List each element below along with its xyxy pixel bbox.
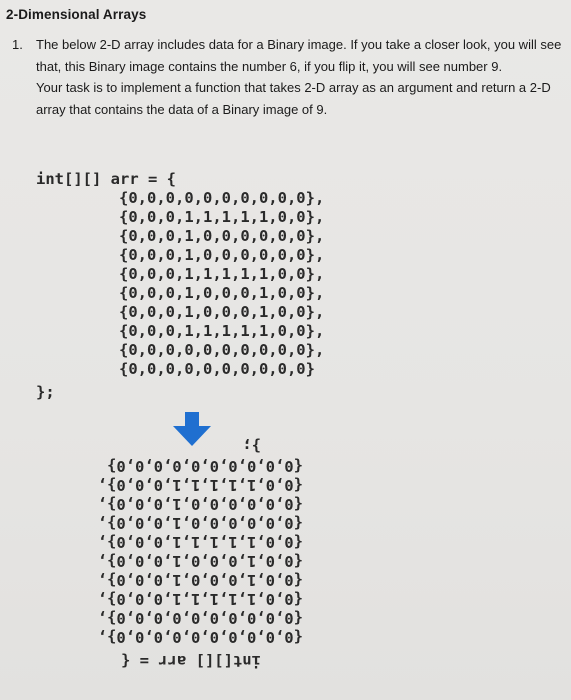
question-number: 1.: [12, 37, 23, 52]
array-row: {0,0,0,1,0,0,0,0,0,0},: [119, 227, 325, 245]
array-row: {0,0,0,1,1,1,1,1,0,0},: [119, 322, 325, 340]
array-row: {0,0,0,1,1,1,1,1,0,0},: [119, 265, 325, 283]
question-paragraph-1: The below 2-D array includes data for a Binary image. If you take a closer look, you will see that, this Binary image contains the number 6, if you flip it, you will see number 9.: [36, 37, 562, 74]
section-heading: 2-Dimensional Arrays: [6, 7, 147, 22]
array-row: {0,0,0,0,0,0,0,0,0,0},: [119, 341, 325, 359]
array-closing-brace: };: [36, 383, 55, 401]
array-row: {0,0,0,0,0,0,0,0,0,0},: [119, 189, 325, 207]
array-row: {0,0,0,1,0,0,0,0,0,0},: [119, 246, 325, 264]
flipped-array-row: {0,0,1,0,0,0,1,0,0,0},: [97, 571, 303, 589]
array-row: {0,0,0,1,0,0,0,1,0,0},: [119, 284, 325, 302]
question-paragraph-2: Your task is to implement a function that takes 2-D array as an argument and return a 2-D array that contains the data of a Binary image of 9.: [36, 80, 551, 117]
flipped-array-row: {0,0,0,0,0,0,0,0,0,0},: [97, 609, 303, 627]
flipped-array-row: {0,0,0,0,0,0,0,0,0,0}: [107, 457, 303, 475]
flipped-array-row: {0,0,1,0,0,0,1,0,0,0},: [97, 552, 303, 570]
flipped-array-row: {0,0,1,1,1,1,1,0,0,0},: [97, 590, 303, 608]
flipped-array-row: {0,0,0,0,0,0,1,0,0,0},: [97, 495, 303, 513]
array-declaration: int[][] arr = {: [36, 170, 176, 188]
flipped-array-row: {0,0,0,0,0,0,1,0,0,0},: [97, 514, 303, 532]
flipped-array-row: {0,0,0,0,0,0,0,0,0,0},: [97, 628, 303, 646]
flipped-array-row: {0,0,1,1,1,1,1,0,0,0},: [97, 533, 303, 551]
flipped-array-row: {0,0,1,1,1,1,1,0,0,0},: [97, 476, 303, 494]
flipped-array-closing-brace: };: [242, 437, 261, 455]
array-row: {0,0,0,0,0,0,0,0,0,0}: [119, 360, 315, 378]
array-row: {0,0,0,1,0,0,0,1,0,0},: [119, 303, 325, 321]
array-row: {0,0,0,1,1,1,1,1,0,0},: [119, 208, 325, 226]
flipped-array-declaration: int[][] arr = {: [121, 652, 261, 670]
